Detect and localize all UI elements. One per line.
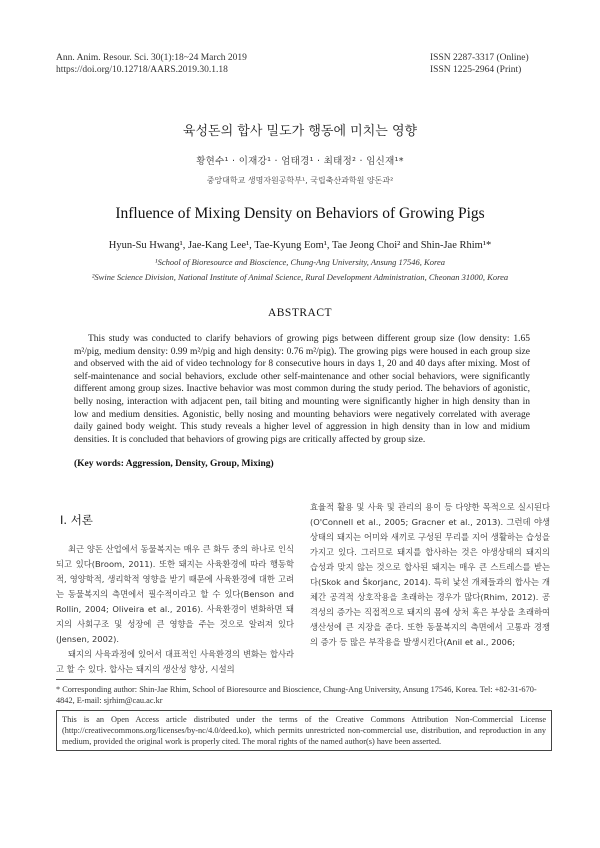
korean-authors: 황현수¹ · 이재강¹ · 엄태경¹ · 최태정² · 임신재¹* bbox=[196, 156, 404, 167]
issn-print: ISSN 1225-2964 (Print) bbox=[430, 65, 522, 75]
journal-header bbox=[56, 52, 247, 76]
korean-title: 육성돈의 합사 밀도가 행동에 미치는 영향 bbox=[182, 124, 418, 139]
keywords: (Key words: Aggression, Density, Group, Mixing) bbox=[74, 459, 274, 469]
corresponding-author-footnote: * Corresponding author: Shin-Jae Rhim, School of Bioresource and Bioscience, Chung-Ang University, Ansung 17546, Korea. Tel: +82-31-670-4842, E-mail: sjrhim@cau.ac.kr bbox=[56, 685, 537, 705]
left-column bbox=[56, 500, 294, 677]
footnote-divider bbox=[56, 679, 186, 680]
journal-citation: Ann. Anim. Resour. Sci. 30(1):18~24 March 2019 bbox=[56, 53, 247, 63]
issn-online: ISSN 2287-3317 (Online) bbox=[430, 53, 529, 63]
abstract-heading: ABSTRACT bbox=[267, 307, 333, 319]
abstract-body: This study was conducted to clarify behaviors of growing pigs between different group size (low density: 1.65 m²/pig, medium density: 0.99 m²/pig and high density: 0.76 m²/pig). The growing pigs were housed in each group size and observed with the aid of video technology for 8 consecutive hours in days 1, 20 and 40 days after mixing. Most of self-maintenance and social behaviors, exclude other self-maintenance and other social behaviors, were significantly different among group sizes. Inactive behavior was most common during the study period. The behaviors of agonistic, belly nosing, interaction with adjacent pen, tail biting and mounting were significantly higher in high density than in low and medium densities. Agonistic, belly nosing and mounting behaviors were negatively correlated with average daily gained body weight. This study reveals a higher level of aggression in high density than in low and midium densities. It is concluded that behaviors of growing pigs are critically affected by group size. bbox=[74, 334, 530, 445]
intro-paragraph-continued: 효율적 활용 및 사육 및 관리의 용이 등 다양한 목적으로 실시된다(O'Connell et al., 2005; Gracner et al., 2013). 그런데 야생상태의 돼지는 어미와 새끼로 구성된 무리를 지어 생활하는 습성을 가지고 있다. 그러므로 돼지를 합사하는 것은 야생상태의 돼지의 습성과 맞지 않는 것으로 합사된 돼지는 매우 큰 스트레스를 받는다(Skok and Škorjanc, 2014). 특히 낯선 개체들과의 합사는 개체간 공격적 상호작용을 초래하는 경우가 많다(Rhim, 2012). 공격성의 증가는 직접적으로 돼지의 몸에 상처 혹은 부상을 초래하여 생산성에 큰 지장을 준다. 또한 동물복지의 측면에서 고통과 경쟁의 증가 등 많은 부작용을 발생시킨다(Anil et al., 2006; bbox=[310, 502, 550, 647]
license-notice: This is an Open Access article distributed under the terms of the Creative Commons Attribution Non-Commercial License (http://creativecommons.org/licenses/by-nc/4.0/deed.ko), which permits unrestricted non-commercial use, distribution, and reproduction in any medium, provided the original work is properly cited. The moral rights of the named author(s) have been asserted. bbox=[56, 710, 552, 751]
english-affiliation-2: ²Swine Science Division, National Institute of Animal Science, Rural Development Administration, Cheonan 31000, Korea bbox=[91, 272, 509, 282]
section-heading-introduction: Ⅰ. 서론 bbox=[60, 513, 93, 527]
right-column bbox=[310, 500, 550, 650]
doi-link[interactable]: https://doi.org/10.12718/AARS.2019.30.1.18 bbox=[56, 65, 228, 75]
korean-affiliation: 중앙대학교 생명자원공학부¹, 국립축산과학원 양돈과² bbox=[206, 176, 394, 185]
english-affiliation-1: ¹School of Bioresource and Bioscience, Chung-Ang University, Ansung 17546, Korea bbox=[155, 257, 445, 267]
intro-paragraph-2: 돼지의 사육과정에 있어서 대표적인 사육환경의 변화는 합사라고 할 수 있다. 합사는 돼지의 생산성 향상, 시설의 bbox=[56, 649, 294, 674]
intro-paragraph-1: 최근 양돈 산업에서 동물복지는 매우 큰 화두 중의 하나로 인식되고 있다(Broom, 2011). 또한 돼지는 사육환경에 따라 행동학적, 영양학적, 생리학적 영향을 받기 때문에 사육환경에 대한 고려는 동물복지의 측면에서 필수적이라고 할 수 있다(Benson and Rollin, 2004; Oliveira et al., 2016). 사육환경이 변화하면 돼지의 사회구조 및 성장에 큰 영향을 주는 것으로 알려져 있다(Jensen, 2002). bbox=[56, 544, 294, 644]
english-title: Influence of Mixing Density on Behaviors of Growing Pigs bbox=[115, 205, 485, 222]
issn-header bbox=[430, 52, 529, 76]
english-authors: Hyun-Su Hwang¹, Jae-Kang Lee¹, Tae-Kyung Eom¹, Tae Jeong Choi² and Shin-Jae Rhim¹* bbox=[108, 240, 492, 251]
